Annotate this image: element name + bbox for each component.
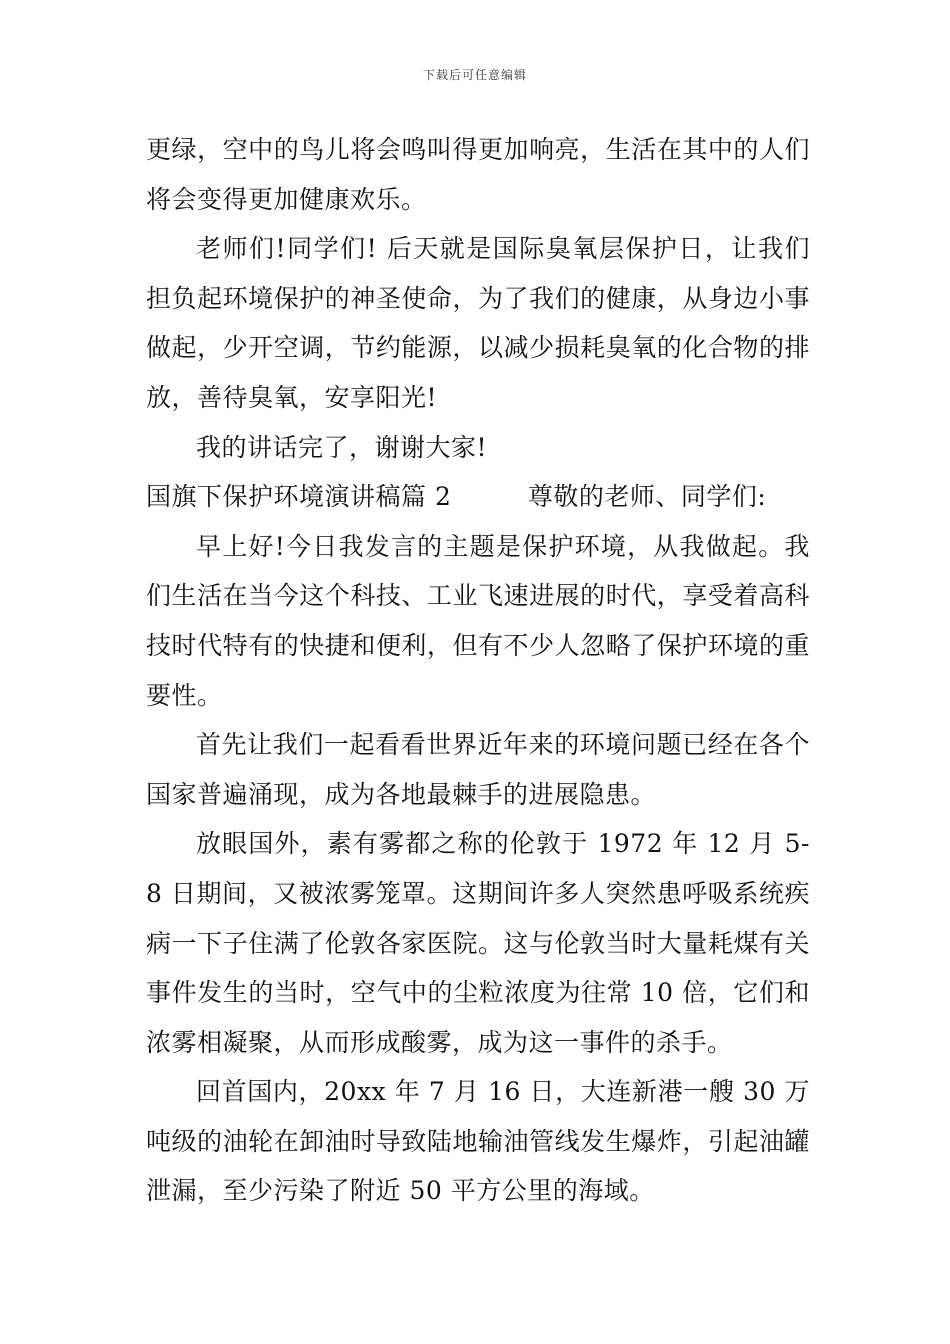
document-body (146, 125, 810, 1216)
paragraph-dalian-oil: 回首国内，20xx 年 7 月 16 日，大连新港一艘 30 万吨级的油轮在卸油时导致陆地输油管线发生爆炸，引起油罐泄漏，至少污染了附近 50 平方公里的海域。 (146, 1077, 810, 1206)
paragraph-greeting: 早上好!今日我发言的主题是保护环境，从我做起。我们生活在当今这个科技、工业飞速进展的时代，享受着高科技时代特有的快捷和便利，但有不少人忽略了保护环境的重要性。 (146, 531, 810, 710)
section-heading-speech-2: 国旗下保护环境演讲稿篇 2 尊敬的老师、同学们: (146, 482, 767, 512)
paragraph-london-fog: 放眼国外，素有雾都之称的伦敦于 1972 年 12 月 5-8 日期间，又被浓雾笼罩。这期间许多人突然患呼吸系统疾病一下子住满了伦敦各家医院。这与伦敦当时大量耗煤有关事件发生的当时，空气中的尘粒浓度为往常 10 倍，它们和浓雾相凝聚，从而形成酸雾，成为这一事件的杀手。 (146, 829, 810, 1057)
paragraph-ozone-day: 老师们!同学们! 后天就是国际臭氧层保护日，让我们担负起环境保护的神圣使命，为了我们的健康，从身边小事做起，少开空调，节约能源，以减少损耗臭氧的化合物的排放，善待臭氧，安享阳光! (146, 234, 810, 412)
paragraph-world-issues: 首先让我们一起看看世界近年来的环境问题已经在各个国家普遍涌现，成为各地最棘手的进展隐患。 (146, 730, 810, 809)
page-header-note: 下载后可任意编辑 (422, 68, 527, 82)
paragraph-continuation: 更绿，空中的鸟儿将会鸣叫得更加响亮，生活在其中的人们将会变得更加健康欢乐。 (146, 135, 810, 214)
paragraph-closing: 我的讲话完了，谢谢大家! (196, 432, 488, 462)
